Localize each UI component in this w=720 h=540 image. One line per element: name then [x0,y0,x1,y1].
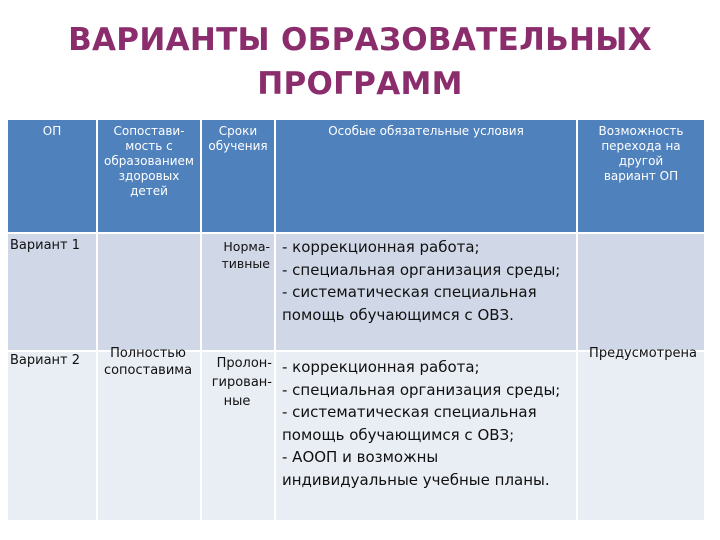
header-comparability-line: здоровых [118,169,180,183]
row1-terms-line: тивные [221,256,270,271]
row2-terms-line: гирован- [211,375,272,390]
row2-condition-item: - АООП и возможны [282,448,439,466]
header-terms [202,120,274,232]
row2-terms-line: ные [223,394,251,409]
header-terms-line: Сроки [218,124,258,138]
header-transition-line: вариант ОП [603,169,679,183]
title-line-2: ПРОГРАММ [257,66,463,102]
row2-transition-cell [578,352,704,520]
row2-label: Вариант 2 [10,353,81,368]
row2-terms-text [202,354,274,411]
comparability-shared-text [96,345,200,379]
row1-terms-cell [202,234,274,350]
row1-condition-item: - систематическая специальная [282,283,537,301]
row1-condition-item: помощь обучающимся с ОВЗ. [282,305,514,324]
header-transition-line: Возможность [598,124,684,138]
header-transition-line: другой [618,154,664,168]
row1-terms-line: Норма- [223,239,270,254]
row2-op-cell [8,352,96,520]
row2-condition-item: - специальная организация среды; [282,380,561,399]
header-terms-line: обучения [208,139,268,153]
row1-label: Вариант 1 [10,238,81,253]
row2-condition-item: - коррекционная работа; [282,358,480,376]
comparability-line: сопоставима [103,363,193,378]
row2-condition-item: помощь обучающимся с ОВЗ; [282,425,515,444]
title-line-1: ВАРИАНТЫ ОБРАЗОВАТЕЛЬНЫХ [68,22,652,58]
header-comparability-line: Сопостави- [113,124,185,138]
row1-transition-cell [578,234,704,350]
header-comparability-line: мость с [125,139,173,153]
header-op-text: ОП [42,124,62,138]
row2-conditions-cell [276,352,576,520]
transition-value: Предусмотрена [589,346,697,361]
header-conditions-text: Особые обязательные условия [328,124,524,138]
row1-conditions-cell [276,234,576,350]
header-conditions [276,120,576,232]
row1-condition-item: - специальная организация среды; [282,260,561,279]
transition-shared-text [578,345,708,362]
header-comparability-line: образованием [104,154,194,168]
header-transition [578,120,704,232]
header-comparability-line: детей [130,184,168,198]
comparability-line: Полностью [110,346,186,361]
row1-comparability-cell [98,234,200,350]
page-title [0,18,720,106]
row2-terms-line: Пролон- [216,356,272,371]
header-comparability [98,120,200,232]
row1-condition-item: - коррекционная работа; [282,238,480,256]
row2-condition-item: индивидуальные учебные планы. [282,470,550,489]
header-transition-line: перехода на [601,139,681,153]
row2-condition-item: - систематическая специальная [282,403,537,421]
header-op [8,120,96,232]
row1-op-cell [8,234,96,350]
